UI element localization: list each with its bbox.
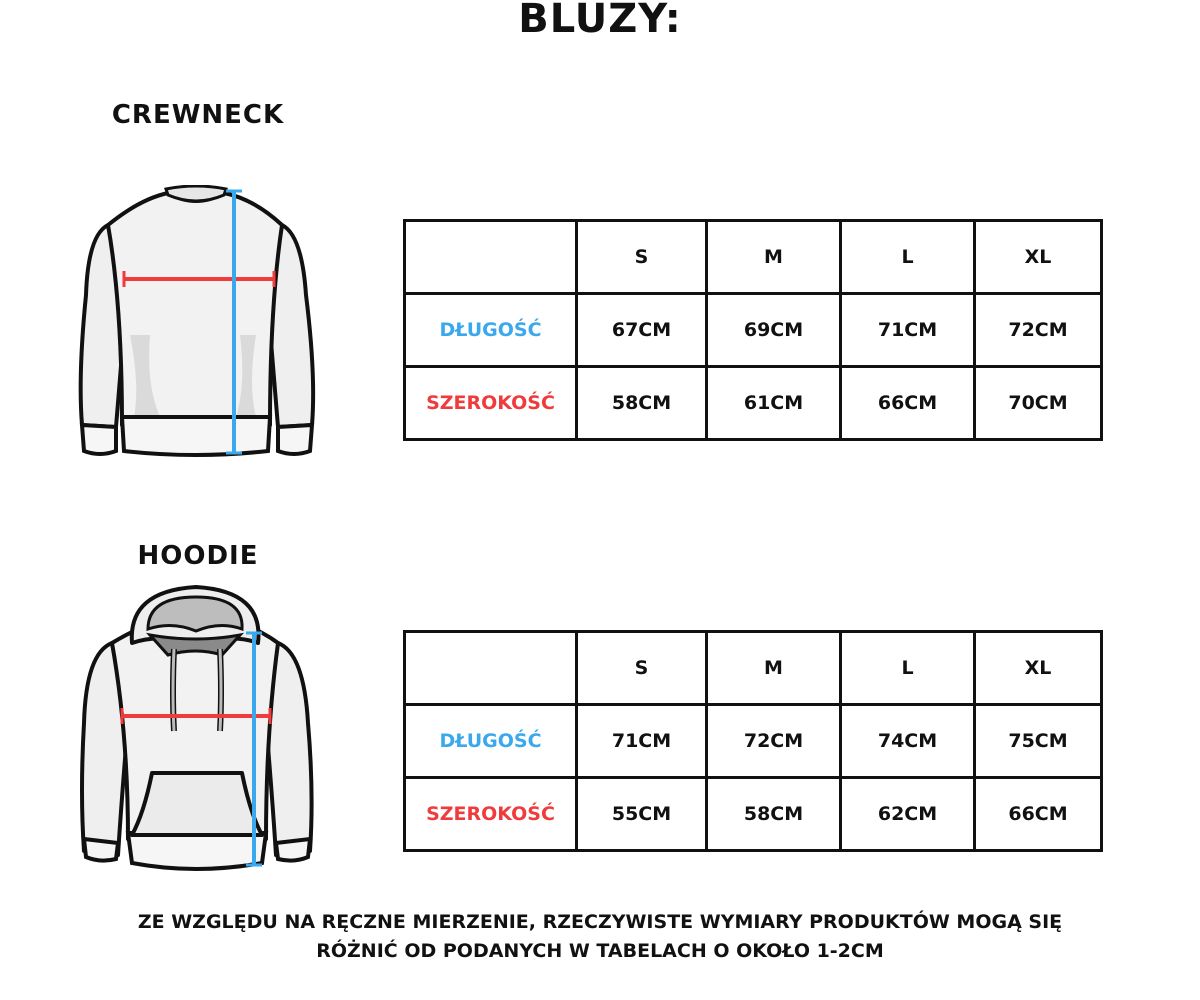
measurement-disclaimer: ZE WZGLĘDU NA RĘCZNE MIERZENIE, RZECZYWISTE WYMIARY PRODUKTÓW MOGĄ SIĘ RÓŻNIĆ OD PODANYCH W TABELACH O OKOŁO 1-2CM [137, 911, 1063, 962]
table-cell: 75CM [975, 705, 1102, 778]
table-cell: 55CM [577, 778, 707, 851]
hoodie-heading: HOODIE [137, 541, 259, 571]
header-cell: L [841, 632, 975, 705]
crewneck-heading: CREWNECK [111, 100, 285, 130]
page-title: BLUZY: [518, 0, 682, 42]
table-cell: 69CM [707, 294, 841, 367]
crewneck-size-table [403, 219, 1103, 441]
hoodie-illustration [72, 583, 322, 878]
table-row [405, 294, 1102, 367]
hoodie-size-table [403, 630, 1103, 852]
table-cell: 72CM [975, 294, 1102, 367]
table-header-row [405, 221, 1102, 294]
table-header-row [405, 632, 1102, 705]
table-cell: 61CM [707, 367, 841, 440]
table-cell: 66CM [841, 367, 975, 440]
row-label-width: SZEROKOŚĆ [405, 367, 577, 440]
header-cell: M [707, 632, 841, 705]
header-cell: S [577, 632, 707, 705]
table-cell: 71CM [841, 294, 975, 367]
table-row [405, 778, 1102, 851]
table-cell: 71CM [577, 705, 707, 778]
table-cell: 70CM [975, 367, 1102, 440]
row-label-width: SZEROKOŚĆ [405, 778, 577, 851]
crewneck-illustration [70, 185, 325, 460]
header-cell: XL [975, 221, 1102, 294]
header-cell: S [577, 221, 707, 294]
table-row [405, 705, 1102, 778]
header-cell [405, 632, 577, 705]
row-label-length: DŁUGOŚĆ [405, 705, 577, 778]
header-cell: L [841, 221, 975, 294]
header-cell [405, 221, 577, 294]
table-row [405, 367, 1102, 440]
table-cell: 58CM [577, 367, 707, 440]
table-cell: 67CM [577, 294, 707, 367]
table-cell: 74CM [841, 705, 975, 778]
table-cell: 66CM [975, 778, 1102, 851]
table-cell: 62CM [841, 778, 975, 851]
table-cell: 58CM [707, 778, 841, 851]
header-cell: M [707, 221, 841, 294]
row-label-length: DŁUGOŚĆ [405, 294, 577, 367]
header-cell: XL [975, 632, 1102, 705]
table-cell: 72CM [707, 705, 841, 778]
